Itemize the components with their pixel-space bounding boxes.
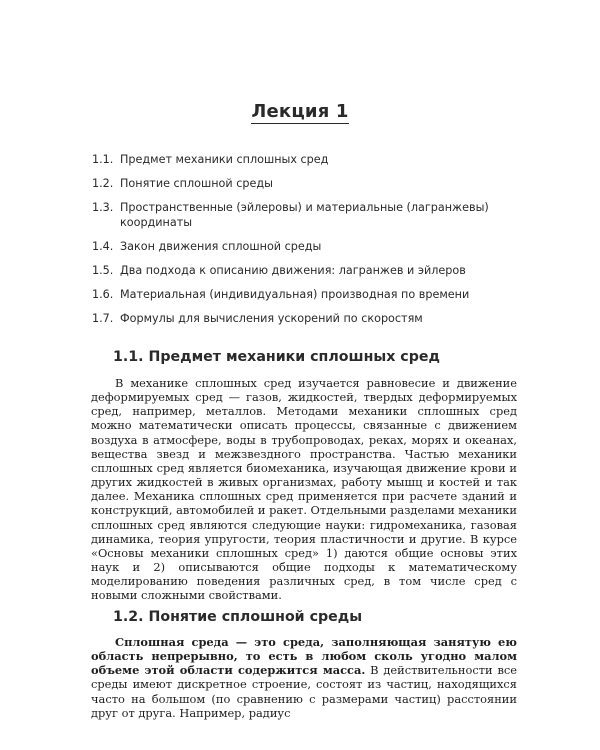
toc-item — [92, 152, 512, 167]
toc-item-text: Закон движения сплошной среды — [120, 240, 322, 253]
toc-item-text: Понятие сплошной среды — [120, 177, 273, 190]
toc-item-number: 1.2. — [92, 177, 114, 190]
toc-item-number: 1.3. — [92, 201, 114, 214]
toc-item-number: 1.6. — [92, 288, 114, 301]
table-of-contents — [92, 152, 512, 335]
toc-item — [92, 176, 512, 191]
section-1-2-text: В действительности все среды имеют дискретное строение, состоят из частиц, находящихся часто на большом (по сравнению с размерами частиц) расстоянии друг от друга. Например, радиус — [91, 663, 517, 720]
toc-item — [92, 200, 512, 230]
toc-item-number: 1.5. — [92, 264, 114, 277]
toc-item-text: Формулы для вычисления ускорений по скоростям — [120, 312, 423, 325]
section-1-2-paragraph — [91, 635, 517, 720]
toc-item-number: 1.7. — [92, 312, 114, 325]
section-heading-1-2: 1.2. Понятие сплошной среды — [113, 609, 363, 625]
toc-item-text: Материальная (индивидуальная) производная по времени — [120, 288, 470, 301]
section-heading-1-1: 1.1. Предмет механики сплошных сред — [113, 349, 440, 365]
toc-item-text: Пространственные (эйлеровы) и материальные (лагранжевы) координаты — [120, 201, 489, 229]
toc-item — [92, 287, 512, 302]
toc-item-number: 1.4. — [92, 240, 114, 253]
toc-item-number: 1.1. — [92, 153, 114, 166]
section-1-1-paragraph: В механике сплошных сред изучается равновесие и движение деформируемых сред — газов, жидкостей, твердых деформируемых сред, например, металлов. Методами механики сплошных сред можно математически описать процессы, связанные с движением воздуха в атмосфере, воды в трубопроводах, реках, морях и океанах, вещества звезд и межзвездного пространства. Частью механики сплошных сред является биомеханика, изучающая движение крови и других жидкостей в живых организмах, работу мышц и костей и так далее. Механика сплошных сред применяется при расчете зданий и конструкций, автомобилей и ракет. Отдельными разделами механики сплошных сред являются следующие науки: гидромеханика, газовая динамика, теория упругости, теория пластичности и другие. В курсе «Основы механики сплошных сред» 1) даются общие основы этих наук и 2) описываются общие подходы к математическому моделированию поведения различных сред, в том числе сред с новыми сложными свойствами. — [91, 376, 517, 603]
lecture-title — [0, 101, 600, 122]
continuum-definition: Сплошная среда — это среда, заполняющая занятую ею область непрерывно, то есть в любом сколь угодно малом объеме этой области содержится масса. — [91, 635, 517, 678]
toc-item — [92, 311, 512, 326]
toc-item — [92, 239, 512, 254]
lecture-title-text: Лекция 1 — [251, 101, 349, 122]
toc-item-text: Два подхода к описанию движения: лагранжев и эйлеров — [120, 264, 466, 277]
toc-item-text: Предмет механики сплошных сред — [120, 153, 329, 166]
toc-item — [92, 263, 512, 278]
